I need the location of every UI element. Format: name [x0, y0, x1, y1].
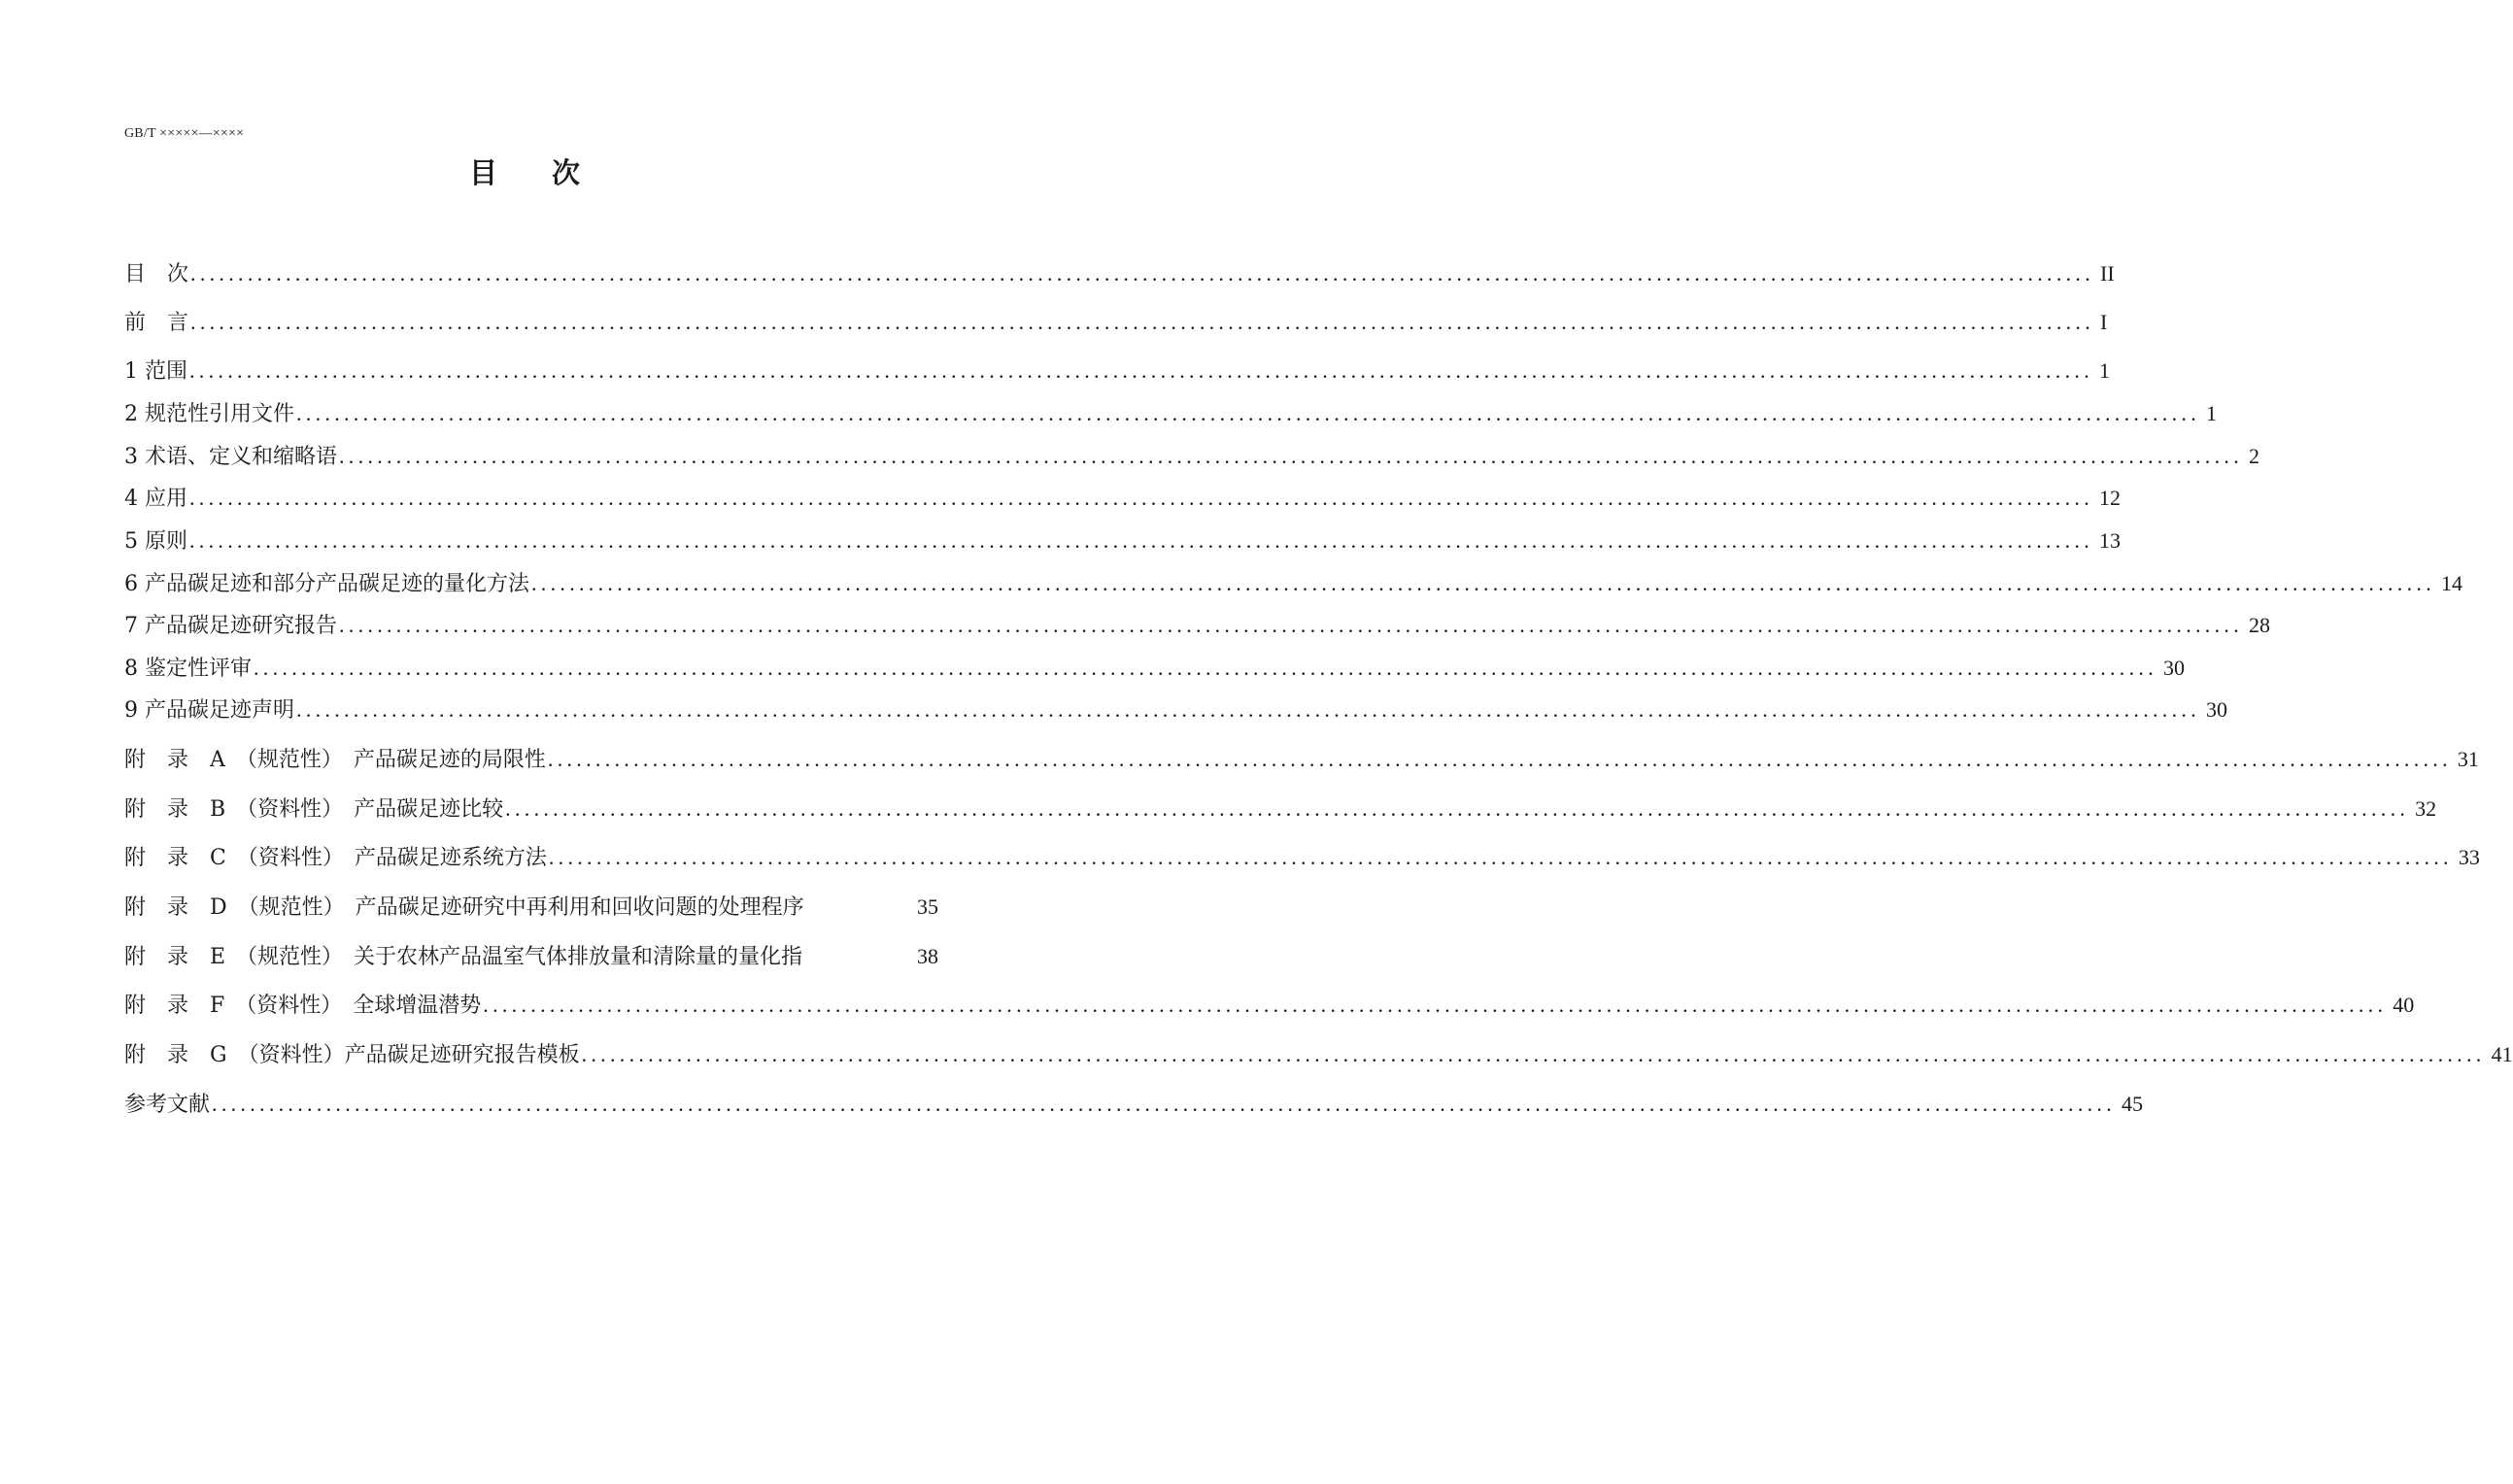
toc-entry[interactable]: [124, 653, 2185, 684]
toc-entry-title: 附 录 G （资料性）产品碳足迹研究报告模板: [124, 1043, 580, 1067]
toc-entry[interactable]: [124, 892, 938, 923]
toc-entry[interactable]: [124, 990, 2415, 1021]
toc-dot-leader: ........................................................................................................................................................................................................: [339, 613, 2243, 637]
toc-entry-title: 附 录 A （规范性） 产品碳足迹的局限性: [124, 748, 546, 772]
toc-entry[interactable]: [124, 842, 2480, 873]
toc-entry[interactable]: [124, 525, 2121, 556]
toc-entry[interactable]: [124, 694, 2227, 725]
toc-entry-title: 7 产品碳足迹研究报告: [124, 614, 337, 638]
toc-dot-leader: ........................................................................................................................................................................................................: [189, 528, 2093, 553]
toc-entry-page: 1: [2206, 401, 2217, 425]
toc-entry-page: 12: [2099, 486, 2121, 510]
toc-entry-title: 6 产品碳足迹和部分产品碳足迹的量化方法: [124, 572, 529, 596]
toc-entry-page: 2: [2249, 444, 2259, 468]
toc-entry-page: 1: [2099, 358, 2110, 383]
toc-entry[interactable]: [124, 398, 2217, 429]
toc-entry[interactable]: [124, 1089, 2144, 1120]
toc-entry[interactable]: [124, 941, 938, 972]
toc-entry[interactable]: [124, 568, 2462, 599]
toc-entry-page: 30: [2206, 697, 2227, 722]
toc-entry-title: 前 言: [124, 311, 189, 335]
toc-entry[interactable]: [124, 610, 2270, 641]
toc-dot-leader: ........................................................................................................................................................................................................: [254, 656, 2157, 680]
toc-dot-leader: ........................................................................................................................................................................................................: [189, 358, 2093, 383]
toc-entry-title: 附 录 C （资料性） 产品碳足迹系统方法: [124, 846, 547, 870]
toc-dot-leader: ........................................................................................................................................................................................................: [339, 444, 2243, 468]
toc-entry-page: 41: [2491, 1042, 2513, 1066]
toc-entry[interactable]: [124, 793, 2437, 825]
toc-entry-page: 28: [2249, 613, 2270, 637]
toc-entry-page: 45: [2122, 1092, 2144, 1116]
toc-entry-page: 14: [2441, 571, 2462, 595]
toc-entry-page: 32: [2415, 796, 2437, 821]
toc-entry-page: 40: [2393, 993, 2415, 1017]
toc-entry-title: 9 产品碳足迹声明: [124, 698, 294, 723]
toc-entry-page: 13: [2099, 528, 2121, 553]
toc-dot-leader: ........................................................................................................................................................................................................: [212, 1092, 2117, 1116]
toc-dot-leader: ........................................................................................................................................................................................................: [483, 993, 2388, 1017]
toc-dot-leader: ........................................................................................................................................................................................................: [296, 697, 2200, 722]
toc-entry[interactable]: [124, 1039, 2513, 1070]
toc-entry-title: 目 次: [124, 262, 189, 287]
toc-entry-title: 附 录 B （资料性） 产品碳足迹比较: [124, 797, 504, 822]
toc-entry-page: II: [2100, 261, 2115, 286]
toc-entry-title: 5 原则: [124, 529, 187, 554]
page-title: 目 次: [468, 156, 581, 189]
toc-entry[interactable]: [124, 307, 2108, 338]
toc-entry[interactable]: [124, 258, 2115, 289]
toc-entry-title: 1 范围: [124, 359, 187, 384]
toc-entry-title: 参考文献: [124, 1093, 211, 1117]
toc-entry-title: 3 术语、定义和缩略语: [124, 445, 337, 469]
toc-entry-title: 附 录 D （规范性） 产品碳足迹研究中再利用和回收问题的处理程序: [124, 895, 804, 920]
toc-dot-leader: ........................................................................................................................................................................................................: [190, 261, 2095, 286]
toc-dot-leader: ........................................................................................................................................................................................................: [505, 796, 2410, 821]
toc-entry-title: 2 规范性引用文件: [124, 402, 294, 426]
toc-dot-leader: ........................................................................................................................................................................................................: [548, 845, 2453, 869]
toc-entry-page: 30: [2163, 656, 2185, 680]
toc-entry-page: 35: [917, 894, 938, 919]
toc-dot-leader: ........................................................................................................................................................................................................: [296, 401, 2200, 425]
toc-entry-page: 31: [2457, 747, 2479, 771]
toc-entry-page: I: [2100, 310, 2108, 334]
toc-dot-leader: ........................................................................................................................................................................................................: [547, 747, 2452, 771]
toc-entry-page: 38: [917, 944, 938, 968]
toc-dot-leader: ........................................................................................................................................................................................................: [190, 310, 2095, 334]
toc-entry[interactable]: [124, 355, 2110, 387]
toc-entry-title: 附 录 E （规范性） 关于农林产品温室气体排放量和清除量的量化指: [124, 945, 803, 969]
toc-entry[interactable]: [124, 483, 2121, 514]
toc-entry-title: 8 鉴定性评审: [124, 657, 252, 681]
toc-dot-leader: ........................................................................................................................................................................................................: [531, 571, 2435, 595]
toc-entry[interactable]: [124, 744, 2479, 775]
document-code: GB/T ×××××—××××: [124, 126, 245, 141]
toc-entry-title: 4 应用: [124, 487, 187, 511]
toc-entry-title: 附 录 F （资料性） 全球增温潜势: [124, 994, 482, 1018]
toc-dot-leader: ........................................................................................................................................................................................................: [189, 486, 2093, 510]
toc-entry-page: 33: [2458, 845, 2480, 869]
toc-entry[interactable]: [124, 441, 2259, 472]
toc-dot-leader: ........................................................................................................................................................................................................: [581, 1042, 2486, 1066]
